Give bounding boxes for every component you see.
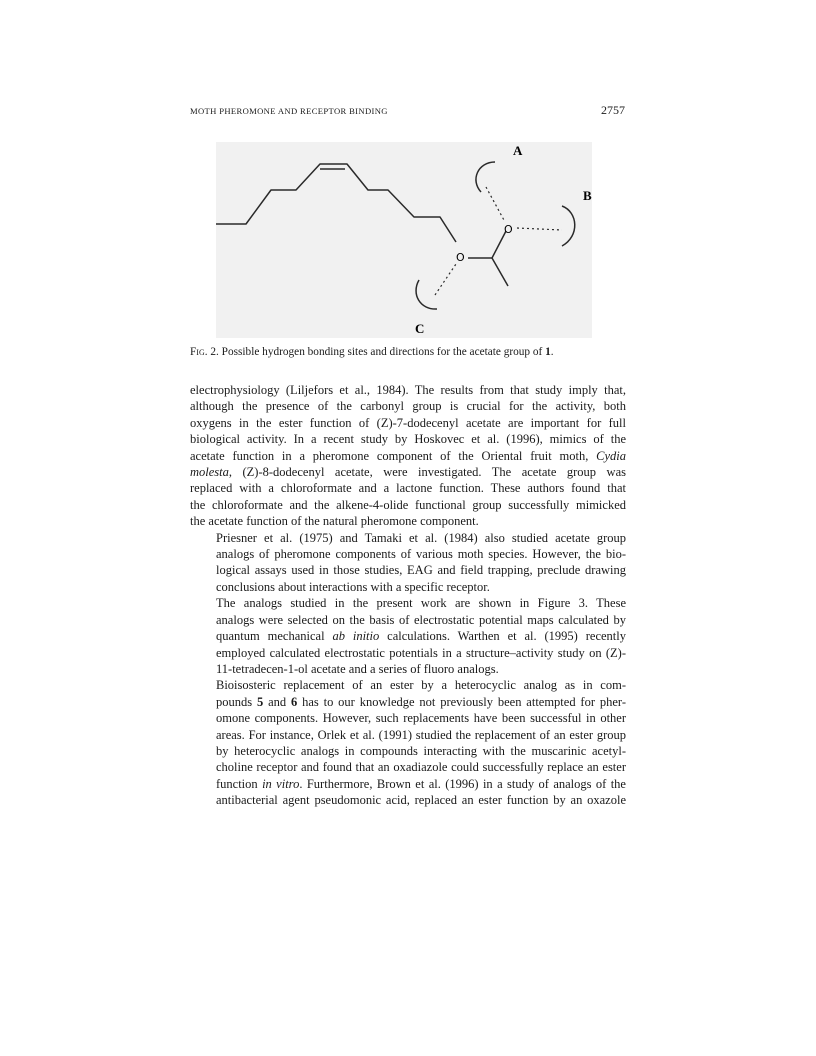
text-line: The analogs studied in the present work are shown in Figure 3. These: [216, 596, 626, 611]
text-line: replaced with a chloroformate and a lactone function. These authors found that: [190, 481, 626, 496]
site-c-arc: [416, 280, 437, 309]
text-line: function in vitro. Furthermore, Brown et al. (1996) in a study of analogs of the: [216, 776, 626, 791]
direction-c-line: [435, 264, 456, 295]
text-line: antibacterial agent pseudomonic acid, replaced an ester function by an oxazole: [216, 793, 626, 808]
text-line: oxygens in the ester function of (Z)-7-dodecenyl acetate are important for full: [190, 415, 626, 430]
carbonyl-oxygen-label: O: [504, 223, 513, 236]
ester-oxygen-label: O: [456, 251, 465, 264]
running-title: MOTH PHEROMONE AND RECEPTOR BINDING: [190, 106, 388, 116]
direction-a-line: [486, 187, 505, 222]
text-line: conclusions about interactions with a specific receptor.: [216, 579, 490, 594]
text-line: Priesner et al. (1975) and Tamaki et al. (1984) also studied acetate group: [216, 530, 626, 545]
paragraph-1: [190, 382, 626, 530]
text-line: areas. For instance, Orlek et al. (1991) studied the replacement of an ester group: [216, 727, 626, 742]
acetate-bonds: [468, 231, 506, 258]
caption-text: Possible hydrogen bonding sites and directions for the acetate group of: [218, 346, 546, 358]
text-line: analogs of pheromone components of various moth species. However, the bio-: [216, 547, 626, 562]
text-line: molesta, (Z)-8-dodecenyl acetate, were investigated. The acetate group was: [190, 465, 626, 480]
text-line: Bioisosteric replacement of an ester by a heterocyclic analog as in com-: [216, 678, 626, 693]
acetate-hydrogen-bond-diagram: [216, 142, 592, 338]
carbon-chain: [216, 164, 508, 286]
text-line: electrophysiology (Liljefors et al., 1984). The results from that study imply that,: [190, 383, 626, 397]
text-line: biological activity. In a recent study by Hoskovec et al. (1996), mimics of the: [190, 432, 626, 447]
alkyl-chain-bonds: [216, 164, 456, 242]
direction-b-line: [517, 228, 562, 230]
text-line: although the presence of the carbonyl group is crucial for the activity, both: [190, 399, 626, 414]
text-line: by heterocyclic analogs in compounds interacting with the muscarinic acetyl-: [216, 743, 626, 758]
text-line: choline receptor and found that an oxadiazole could successfully replace an ester: [216, 760, 626, 775]
text-line: the chloroformate and the alkene-4-olide functional group successfully mimicked: [190, 497, 626, 512]
site-a-label: A: [513, 143, 523, 158]
site-b-label: B: [583, 188, 592, 203]
text-line: employed calculated electrostatic potentials in a structure–activity study on (Z)-: [216, 645, 626, 660]
site-b-arc: [562, 206, 575, 246]
figure-caption: [190, 345, 630, 359]
page-number: 2757: [601, 103, 625, 117]
caption-compound-ref: 1: [545, 346, 551, 358]
text-line: analogs were selected on the basis of electrostatic potential maps calculated by: [216, 612, 626, 627]
site-c-label: C: [415, 321, 425, 336]
text-line: acetate function in a pheromone component of the Oriental fruit moth, Cydia: [190, 448, 626, 463]
paragraph-2: [190, 530, 626, 596]
figure-2: [216, 142, 592, 338]
caption-label: Fig. 2.: [190, 346, 219, 358]
text-line: omone components. However, such replacements have been successful in other: [216, 711, 626, 726]
site-a-arc: [476, 162, 495, 192]
methyl-bond: [492, 258, 508, 286]
paragraph-3: [190, 595, 626, 677]
body-text: [190, 382, 626, 809]
hydrogen-bond-directions: [435, 187, 562, 295]
text-line: pounds 5 and 6 has to our knowledge not previously been attempted for pher-: [216, 694, 626, 709]
text-line: 11-tetradecen-1-ol acetate and a series of fluoro analogs.: [216, 661, 499, 676]
running-head: [190, 105, 625, 121]
binding-site-arcs: [416, 162, 575, 309]
caption-end: .: [550, 346, 554, 358]
paragraph-4: [190, 677, 626, 808]
text-line: the acetate function of the natural pheromone component.: [190, 514, 479, 529]
text-line: logical assays used in those studies, EAG and field trapping, preclude drawing: [216, 563, 626, 578]
text-line: quantum mechanical ab initio calculations. Warthen et al. (1995) recently: [216, 629, 626, 644]
